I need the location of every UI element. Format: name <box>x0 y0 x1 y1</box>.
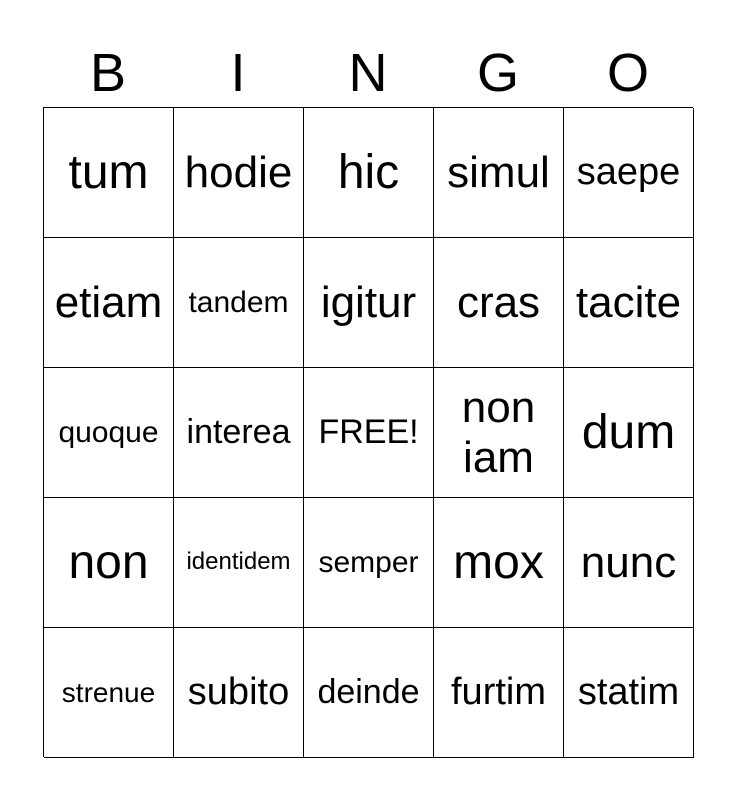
bingo-cell[interactable]: hodie <box>174 108 304 238</box>
bingo-cell[interactable]: tacite <box>564 238 694 368</box>
bingo-cell[interactable]: hic <box>304 108 434 238</box>
bingo-cell[interactable]: subito <box>174 628 304 758</box>
bingo-header <box>43 38 693 108</box>
bingo-cell[interactable]: mox <box>434 498 564 628</box>
bingo-cell[interactable]: etiam <box>44 238 174 368</box>
bingo-cell[interactable]: non iam <box>434 368 564 498</box>
bingo-cell[interactable]: statim <box>564 628 694 758</box>
bingo-cell[interactable]: strenue <box>44 628 174 758</box>
header-letter-o: O <box>606 43 649 103</box>
bingo-cell[interactable]: deinde <box>304 628 434 758</box>
bingo-cell[interactable]: saepe <box>564 108 694 238</box>
bingo-cell[interactable]: dum <box>564 368 694 498</box>
header-letter-b: B <box>89 43 127 103</box>
header-letter-g: G <box>476 43 519 103</box>
header-letter-n: N <box>348 43 388 103</box>
header-letter-i: I <box>230 43 246 103</box>
bingo-cell[interactable]: cras <box>434 238 564 368</box>
bingo-cell[interactable]: tum <box>44 108 174 238</box>
bingo-cell[interactable]: igitur <box>304 238 434 368</box>
bingo-cell[interactable]: nunc <box>564 498 694 628</box>
bingo-cell[interactable]: quoque <box>44 368 174 498</box>
bingo-cell[interactable]: identidem <box>174 498 304 628</box>
bingo-cell[interactable]: semper <box>304 498 434 628</box>
bingo-cell[interactable]: non <box>44 498 174 628</box>
bingo-cell[interactable]: interea <box>174 368 304 498</box>
bingo-board <box>43 107 693 757</box>
bingo-cell[interactable]: simul <box>434 108 564 238</box>
free-space-cell[interactable]: FREE! <box>304 368 434 498</box>
bingo-cell[interactable]: tandem <box>174 238 304 368</box>
bingo-cell[interactable]: furtim <box>434 628 564 758</box>
